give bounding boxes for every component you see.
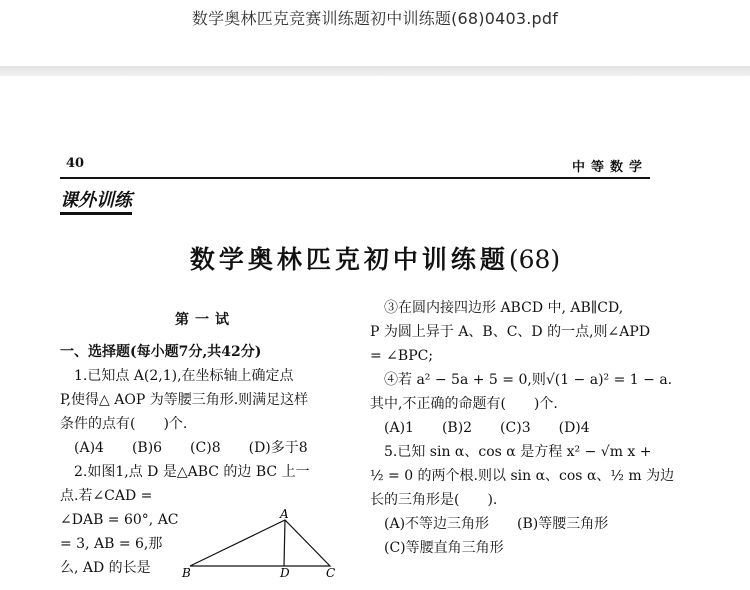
right-column bbox=[370, 296, 675, 560]
text-line: 点.若∠CAD = bbox=[60, 488, 153, 504]
text-line: (A)4 (B)6 (C)8 (D)多于8 bbox=[60, 440, 308, 456]
text-line: 5.已知 sin α、cos α 是方程 x² − √m x + bbox=[370, 444, 652, 460]
text-line: 长的三角形是( ). bbox=[370, 492, 498, 508]
text-line: 1.已知点 A(2,1),在坐标轴上确定点 bbox=[60, 368, 294, 384]
vertex-a-label: A bbox=[280, 508, 289, 521]
page-number: 40 bbox=[66, 156, 85, 171]
text-line: 其中,不正确的命题有( )个. bbox=[370, 396, 558, 412]
text-line: P 为圆上异于 A、B、C、D 的一点,则∠APD bbox=[370, 324, 651, 340]
article-title-number: (68) bbox=[508, 245, 561, 274]
article-title-text: 数学奥林匹克初中训练题 bbox=[189, 245, 509, 274]
text-line: 么, AD 的长是 bbox=[60, 560, 151, 576]
section-tag: 课外训练 bbox=[60, 190, 132, 211]
text-line: (C)等腰直角三角形 bbox=[370, 540, 504, 556]
vertex-c-label: C bbox=[326, 566, 336, 578]
journal-name: 中等数学 bbox=[572, 160, 649, 175]
file-title: 数学奥林匹克竞赛训练题初中训练题(68)0403.pdf bbox=[191, 9, 559, 28]
text-line: ④若 a² − 5a + 5 = 0,则√(1 − a)² = 1 − a. bbox=[370, 372, 673, 388]
vertex-b-label: B bbox=[182, 566, 191, 578]
text-line: (A)1 (B)2 (C)3 (D)4 bbox=[370, 420, 590, 436]
triangle-figure bbox=[180, 508, 340, 578]
segment-ad bbox=[284, 520, 285, 566]
header-rule bbox=[60, 177, 650, 179]
text-line: (A)不等边三角形 (B)等腰三角形 bbox=[370, 516, 609, 532]
section-heading: 第一试 bbox=[175, 312, 235, 328]
text-line: = ∠BPC; bbox=[370, 348, 434, 364]
article-title bbox=[0, 240, 750, 276]
text-line: P,使得△ AOP 为等腰三角形.则满足这样 bbox=[60, 392, 309, 408]
text-line: ③在圆内接四边形 ABCD 中, AB∥CD, bbox=[370, 300, 624, 316]
pdf-page bbox=[0, 76, 750, 590]
text-line: ∠DAB = 60°, AC bbox=[60, 512, 179, 528]
point-d-label: D bbox=[280, 566, 290, 578]
text-line: ½ = 0 的两个根.则以 sin α、cos α、½ m 为边 bbox=[370, 468, 675, 484]
text-line: 条件的点有( )个. bbox=[60, 416, 188, 432]
text-line: = 3, AB = 6,那 bbox=[60, 536, 163, 552]
text-line: 2.如图1,点 D 是△ABC 的边 BC 上一 bbox=[60, 464, 310, 480]
triangle-abc bbox=[190, 520, 330, 566]
text-line: 一、选择题(每小题7分,共42分) bbox=[60, 344, 262, 360]
viewer-separator bbox=[0, 66, 750, 76]
viewer-header bbox=[0, 0, 750, 66]
